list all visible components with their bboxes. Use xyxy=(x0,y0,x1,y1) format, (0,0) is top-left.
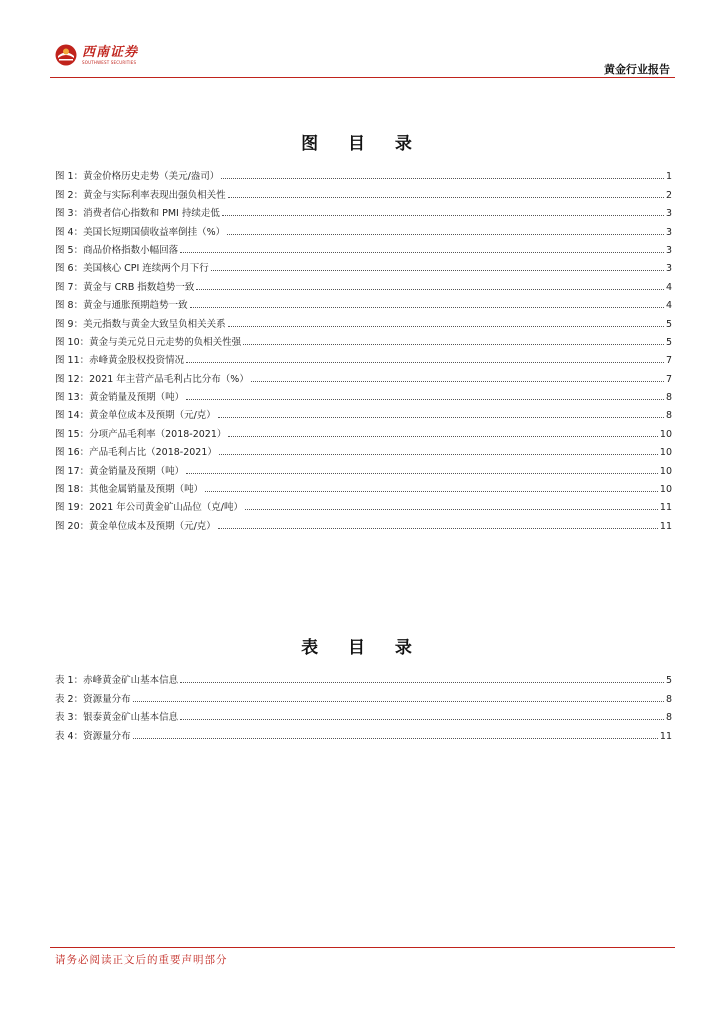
header-divider xyxy=(50,77,675,78)
toc-entry-label[interactable]: 表 3：银泰黄金矿山基本信息 xyxy=(55,712,179,724)
report-type-label: 黄金行业报告 xyxy=(604,63,670,76)
toc-entry-page[interactable]: 8 xyxy=(665,410,672,422)
toc-entry-label[interactable]: 图 2：黄金与实际利率表现出强负相关性 xyxy=(55,189,226,201)
toc-dot-leader xyxy=(133,738,658,739)
toc-dot-leader xyxy=(221,178,664,179)
toc-entry-page[interactable]: 11 xyxy=(659,502,672,514)
logo-sun-icon xyxy=(55,44,77,66)
toc-dot-leader xyxy=(186,399,664,400)
toc-entry-label[interactable]: 图 5：商品价格指数小幅回落 xyxy=(55,244,179,256)
toc-entry[interactable] xyxy=(55,723,672,741)
toc-entry-label[interactable]: 图 19：2021 年公司黄金矿山品位（克/吨） xyxy=(55,502,244,514)
toc-dot-leader xyxy=(219,454,658,455)
figures-toc-list xyxy=(55,164,672,532)
toc-entry[interactable] xyxy=(55,385,672,403)
toc-entry[interactable] xyxy=(55,256,672,274)
toc-entry[interactable] xyxy=(55,705,672,723)
toc-entry-page[interactable]: 8 xyxy=(665,712,672,724)
tables-toc-list xyxy=(55,668,672,742)
toc-entry[interactable] xyxy=(55,440,672,458)
toc-entry-page[interactable]: 5 xyxy=(665,318,672,330)
toc-entry-page[interactable]: 10 xyxy=(659,428,672,440)
toc-entry-label[interactable]: 图 14：黄金单位成本及预期（元/克） xyxy=(55,410,216,422)
toc-dot-leader xyxy=(243,344,664,345)
toc-entry-page[interactable]: 5 xyxy=(665,675,672,687)
toc-entry-label[interactable]: 表 2：资源量分布 xyxy=(55,693,131,705)
toc-entry-page[interactable]: 3 xyxy=(665,208,672,220)
toc-entry-page[interactable]: 11 xyxy=(659,520,672,532)
toc-dot-leader xyxy=(186,473,658,474)
toc-entry-label[interactable]: 图 3：消费者信心指数和 PMI 持续走低 xyxy=(55,208,220,220)
figures-toc-title: 图 目 录 xyxy=(301,134,424,154)
toc-dot-leader xyxy=(186,362,664,363)
toc-dot-leader xyxy=(227,234,664,235)
toc-entry-page[interactable]: 4 xyxy=(665,281,672,293)
toc-dot-leader xyxy=(133,701,664,702)
tables-toc-title: 表 目 录 xyxy=(301,638,424,658)
toc-dot-leader xyxy=(180,252,664,253)
toc-entry-label[interactable]: 图 4：美国长短期国债收益率倒挂（%） xyxy=(55,226,226,238)
toc-entry[interactable] xyxy=(55,668,672,686)
toc-entry-page[interactable]: 4 xyxy=(665,300,672,312)
toc-entry-page[interactable]: 3 xyxy=(665,226,672,238)
toc-entry[interactable] xyxy=(55,238,672,256)
toc-entry[interactable] xyxy=(55,164,672,182)
toc-entry[interactable] xyxy=(55,366,672,384)
toc-entry-page[interactable]: 7 xyxy=(665,373,672,385)
toc-entry[interactable] xyxy=(55,182,672,200)
toc-entry-page[interactable]: 10 xyxy=(659,465,672,477)
toc-entry-label[interactable]: 图 10：黄金与美元兑日元走势的负相关性强 xyxy=(55,336,242,348)
toc-entry-page[interactable]: 3 xyxy=(665,263,672,275)
toc-entry-label[interactable]: 图 12：2021 年主营产品毛利占比分布（%） xyxy=(55,373,249,385)
toc-dot-leader xyxy=(245,509,658,510)
toc-entry-label[interactable]: 图 1：黄金价格历史走势（美元/盎司） xyxy=(55,171,220,183)
footer-divider xyxy=(50,947,675,948)
toc-entry-page[interactable]: 10 xyxy=(659,484,672,496)
toc-entry-label[interactable]: 图 18：其他金属销量及预期（吨） xyxy=(55,484,204,496)
toc-dot-leader xyxy=(218,417,664,418)
toc-dot-leader xyxy=(218,528,658,529)
toc-entry-label[interactable]: 图 11：赤峰黄金股权投资情况 xyxy=(55,355,185,367)
toc-entry-label[interactable]: 图 9：美元指数与黄金大致呈负相关关系 xyxy=(55,318,226,330)
toc-entry-page[interactable]: 3 xyxy=(665,244,672,256)
toc-entry[interactable] xyxy=(55,219,672,237)
toc-dot-leader xyxy=(190,307,664,308)
logo-name-en: SOUTHWEST SECURITIES xyxy=(82,59,137,65)
toc-dot-leader xyxy=(180,682,664,683)
toc-entry-label[interactable]: 图 8：黄金与通胀预期趋势一致 xyxy=(55,300,188,312)
toc-entry-page[interactable]: 7 xyxy=(665,355,672,367)
footer-disclaimer: 请务必阅读正文后的重要声明部分 xyxy=(55,954,228,966)
toc-entry-label[interactable]: 图 7：黄金与 CRB 指数趋势一致 xyxy=(55,281,195,293)
toc-dot-leader xyxy=(211,270,664,271)
toc-entry-label[interactable]: 图 6：美国核心 CPI 连续两个月下行 xyxy=(55,263,209,275)
toc-entry[interactable] xyxy=(55,458,672,476)
toc-entry[interactable] xyxy=(55,513,672,531)
toc-entry-label[interactable]: 图 20：黄金单位成本及预期（元/克） xyxy=(55,520,216,532)
toc-entry[interactable] xyxy=(55,330,672,348)
toc-dot-leader xyxy=(228,436,658,437)
toc-entry-label[interactable]: 图 15：分项产品毛利率（2018-2021） xyxy=(55,428,227,440)
toc-entry[interactable] xyxy=(55,274,672,292)
toc-entry[interactable] xyxy=(55,495,672,513)
toc-entry[interactable] xyxy=(55,201,672,219)
toc-entry-label[interactable]: 图 16：产品毛利占比（2018-2021） xyxy=(55,447,217,459)
toc-dot-leader xyxy=(222,215,664,216)
logo-name-cn: 西南证券 xyxy=(82,44,139,60)
toc-entry-page[interactable]: 5 xyxy=(665,336,672,348)
toc-entry-label[interactable]: 表 4：资源量分布 xyxy=(55,730,131,742)
toc-dot-leader xyxy=(196,289,664,290)
toc-dot-leader xyxy=(228,326,664,327)
toc-dot-leader xyxy=(205,491,658,492)
toc-entry[interactable] xyxy=(55,686,672,704)
toc-entry-page[interactable]: 10 xyxy=(659,447,672,459)
toc-entry[interactable] xyxy=(55,293,672,311)
toc-dot-leader xyxy=(251,381,664,382)
company-logo xyxy=(55,44,138,66)
toc-entry-page[interactable]: 1 xyxy=(665,171,672,183)
toc-entry-page[interactable]: 8 xyxy=(665,693,672,705)
toc-entry[interactable] xyxy=(55,477,672,495)
toc-dot-leader xyxy=(228,197,664,198)
toc-dot-leader xyxy=(180,719,664,720)
toc-entry[interactable] xyxy=(55,421,672,439)
toc-entry[interactable] xyxy=(55,311,672,329)
page-header xyxy=(0,0,725,82)
toc-entry-page[interactable]: 2 xyxy=(665,189,672,201)
toc-entry-page[interactable]: 8 xyxy=(665,392,672,404)
toc-entry-label[interactable]: 图 13：黄金销量及预期（吨） xyxy=(55,392,185,404)
toc-entry-page[interactable]: 11 xyxy=(659,730,672,742)
toc-entry-label[interactable]: 表 1：赤峰黄金矿山基本信息 xyxy=(55,675,179,687)
toc-entry-label[interactable]: 图 17：黄金销量及预期（吨） xyxy=(55,465,185,477)
toc-entry[interactable] xyxy=(55,403,672,421)
toc-entry[interactable] xyxy=(55,348,672,366)
